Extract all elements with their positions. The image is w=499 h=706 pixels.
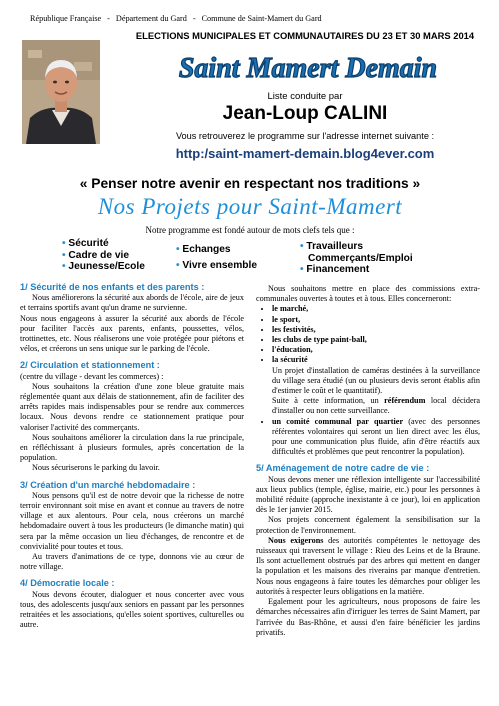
- list-led-by: Liste conduite par: [267, 91, 343, 102]
- keyword-item: • Echanges: [176, 244, 231, 255]
- keywords-column-3: [300, 241, 413, 276]
- paragraph: Nous améliorerons la sécurité aux abords de l'école, aire de jeux et terrains sportifs avant qu'un drame ne survienne.: [20, 293, 244, 313]
- paragraph: Nous souhaitons améliorer la circulation dans la rue principale, en réfléchissant à plusieurs formules, après concertation de la population.: [20, 432, 244, 463]
- list-item: • le marché,: [272, 304, 480, 314]
- republique-text: République Française: [30, 14, 102, 23]
- paragraph: Au travers d'animations de ce type, donnons vie au cœur de notre village.: [20, 552, 244, 572]
- list-item: • la sécurité: [272, 355, 480, 365]
- paragraph: (centre du village - devant les commerces) :: [20, 371, 164, 381]
- keyword-item-continued: Commerçants/Emploi: [308, 252, 413, 264]
- elections-title: ELECTIONS MUNICIPALES ET COMMUNAUTAIRES DU 23 ET 30 MARS 2014: [135, 30, 475, 41]
- paragraph: Nous pensons qu'il est de notre devoir que la richesse de notre terroir environnant soit mise en avant et connue au travers de notre village et aux alentours. Pour cela, nous créerons un marché hebdomadaire ouvert à tous les producteurs (le dimanche matin) qui sera par la même occasion un lieu d'échanges, de rencontre et de convivialité pour toutes et tous.: [20, 490, 244, 551]
- logo-wordart: [140, 50, 476, 86]
- section-3-title: 3/ Création d'un marché hebdomadaire :: [20, 479, 196, 490]
- program-address-text: Vous retrouverez le programme sur l'adresse internet suivante :: [175, 131, 435, 141]
- separator: -: [107, 14, 110, 23]
- projects-title: Nos Projets pour Saint-Mamert: [97, 194, 403, 219]
- paragraph: Nous devons écouter, dialoguer et nous concerter avec vous tous, des adolescents jusqu'aux seniors en passant par les personnes retraitées et les associations, qu'elles soient sportives, culturelles ou autre.: [20, 589, 244, 630]
- paragraph: Nous exigerons des autorités compétentes le nettoyage des ruisseaux qui traversent le village : Rieu des Leins et de la Braune. Ils sont actuellement obstrués par des arbres qui mettent en danger la population et les maisons des riverains par manque d'entretien. Nous nous engageons à faire toutes les démarches pour obliger les autorités à respecter leurs obligations en la matière.: [256, 535, 481, 596]
- paragraph: Nous souhaitons mettre en place des commissions extra-communales ouvertes à toutes et à tous. Elles concerneront:: [256, 284, 480, 304]
- keyword-item: • Cadre de vie: [62, 249, 130, 261]
- keyword-item: • Vivre ensemble: [176, 259, 257, 271]
- section-5-title: 5/ Aménagement de notre cadre de vie :: [256, 463, 430, 474]
- keyword-item: • Sécurité: [62, 238, 109, 249]
- paragraph: Un projet d'installation de caméras destinées à la surveillance du village sera étudié (un ou plusieurs devis seront établis afin d'estimer le coût et le quantitatif).: [272, 365, 480, 396]
- comite-list: [256, 417, 480, 458]
- section-2-title: 2/ Circulation et stationnement :: [20, 360, 160, 371]
- candidate-portrait-illustration: [22, 40, 100, 144]
- section-1-title: 1/ Sécurité de nos enfants et des parents :: [20, 282, 205, 292]
- separator: -: [192, 14, 196, 23]
- paragraph: Egalement pour les agriculteurs, nous proposons de faire les démarches nécessaires afin d'irriguer les terres de Saint Mamert, par l'arrivée du Bas-Rhône, et aussi d'en faire bénéficier les jardins privatifs.: [256, 597, 480, 637]
- right-column: [256, 284, 480, 638]
- slogan: « Penser notre avenir en respectant nos traditions »: [79, 176, 421, 191]
- commune-text: Commune de Saint-Mamert du Gard: [201, 14, 322, 23]
- keywords-intro: Notre programme est fondé autour de mots clefs tels que :: [145, 225, 355, 235]
- left-column: [20, 282, 244, 631]
- section-4-title: 4/ Démocratie locale :: [20, 578, 115, 589]
- list-item: • le sport,: [272, 315, 480, 325]
- program-url-link[interactable]: http:/saint-mamert-demain.blog4ever.com: [175, 146, 435, 161]
- candidate-photo: [22, 40, 100, 144]
- departement-text: Département du Gard: [115, 14, 187, 23]
- keyword-item: • Travailleurs: [300, 241, 364, 252]
- paragraph: Nous sécuriserons le parking du lavoir.: [32, 463, 160, 473]
- paragraph: Nos projets concernent également la sensibilisation sur la protection de l'environnement.: [256, 515, 480, 535]
- top-header-line: [30, 14, 490, 23]
- list-item: • l'éducation,: [272, 345, 480, 355]
- paragraph: Nous nous engageons à assurer la sécurité aux abords de l'école pour faciliter l'accès aux parents, enfants, poussettes, vélos, trottinettes, etc. Nous réaliserons une voie protégée pour piétons et vélos, et créerons un sens unique sur le parking de l'école.: [20, 313, 244, 354]
- paragraph: Suite à cette information, un référendum local décidera d'installer ou non cette surveillance.: [272, 396, 480, 416]
- keywords-column-1: [62, 238, 145, 273]
- paragraph: Nous souhaitons la création d'une zone bleue gratuite mais réglementée quant aux délais de stationnement, afin de faciliter des arrêts rapides mais indispensables pour se rendre aux commerces locaux. Nous devons rendre ce stationnement pratique pour valoriser l'activité des commerçants.: [20, 381, 244, 432]
- keyword-item: • Financement: [300, 264, 370, 275]
- saint-mamert-demain-logo: [140, 50, 476, 86]
- candidate-name: Jean-Loup CALINI: [222, 103, 388, 124]
- paragraph: Nous devons mener une réflexion intelligente sur l'accessibilité aux lieux publics (temple, église, mairie, etc.) pour les personnes à mobilité réduite (approche inexistante à ce jour), loi en application dès le 1er janvier 2015.: [256, 474, 480, 515]
- keyword-item: • Jeunesse/Ecole: [62, 261, 145, 272]
- list-item: • un comité communal par quartier (avec des personnes référentes volontaires qui seront un lien direct avec les élus, pour une communication plus fluide, afin d'être réactifs aux difficultés et problèmes que peut rencontrer la population).: [272, 417, 480, 458]
- list-item: • les festivités,: [272, 325, 480, 335]
- svg-text:Saint Mamert Demain: Saint Mamert Demain: [178, 53, 438, 84]
- keywords-column-2: [176, 244, 257, 271]
- commissions-list: [256, 304, 480, 365]
- list-item: • les clubs de type paint-ball,: [272, 335, 480, 345]
